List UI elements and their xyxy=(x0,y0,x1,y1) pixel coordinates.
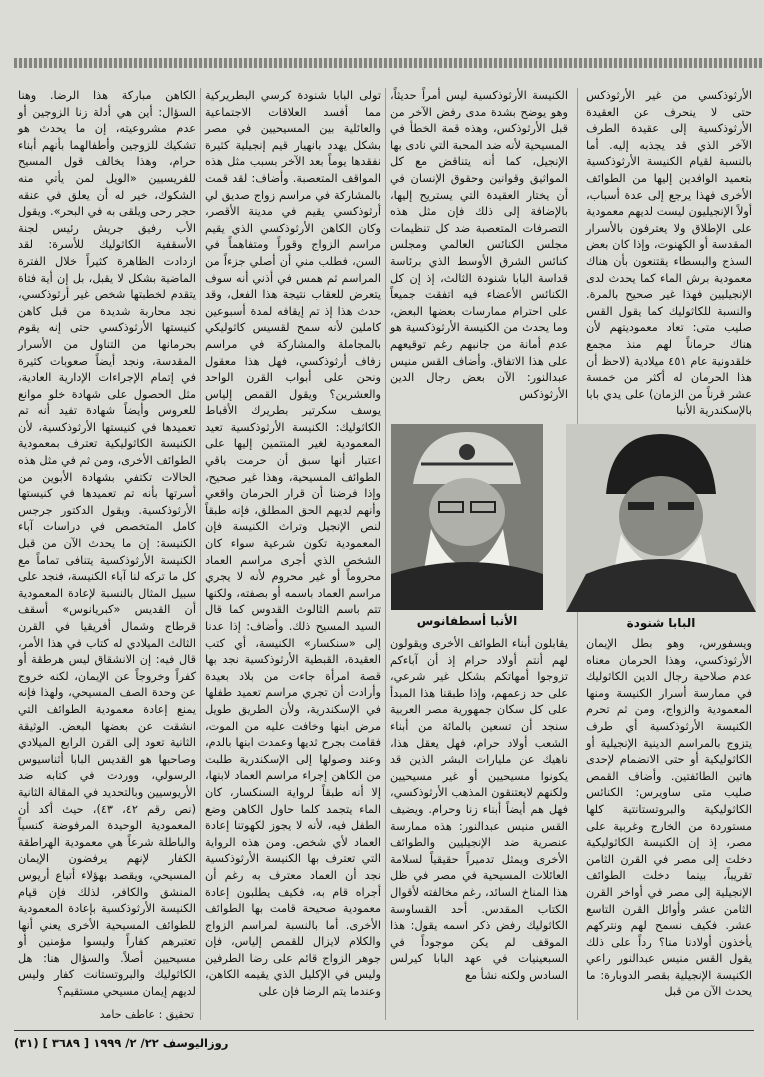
top-rule-pattern xyxy=(14,58,762,68)
column-divider xyxy=(385,88,386,1020)
column-text: تولى البابا شنودة كرسي البطريركية مما أفسد العلاقات الاجتماعية والعائلية بين المسيحيين في مصر بشكل يهدد بانهيار قيم إنجيلية كثيرة نفقدها يوماً بعد الآخر بسبب مثل هذه المواقف المتعصبة. وأضاف: لقد قمت بالمشاركة في مراسم زواج صديق لي أرثوذكسي يقيم في مدينة الأقصر، وكان الكاهن الأرثوذكسي الذي يقيم مراسم الزواج وقوراً ومتفاهماً في السن، فطلب مني أن أصلي جزءاً من المراسم ثم همس في أذني أنه سوف يتعرض للعقاب نتيجة هذا الفعل، وقد حدث هذا إذ تم إيقافه لمدة أسبوعين كاملين لأنه سمح لقسيس كاثوليكي بالمجاملة والمشاركة في مراسم زفاف أرثوذكسي، فهل هذا معقول ونحن على أبواب القرن الواحد والعشرين؟ ويقول القمص إلياس يوسف سكرتير بطريرك الأقباط الكاثوليك: الكنيسة الأرثوذكسية تعيد المعمودية لغير المنتمين إليها على اعتبار أنها سبق أن حرمت باقي الطوائف المسيحية، وهذا غير صحيح، وإذا فرضنا أن قرار الحرمان واقعي وأنهم لديهم الحق المطلق، فإنه طبقاً لنص الإنجيل وتراث الكنيسة فإن المعمودية تكون شرعية سواء كان الشخص الذي أجرى مراسم العماد محروماً أو غير محروم لأنه لا يجري مراسم العماد باسمه أو بصفته، ولكنها تتم باسم الثالوث القدوس كما قال السيد المسيح ذلك. وأضاف: إذا عدنا إلى «سنكسار» الكنيسة، أي كتب العقيدة، القبطية الأرثوذكسية نجد بها قصة امرأة جاءت من بلاد بعيدة وأرادت أن تجري مراسم تعميد طفلها في الإسكندرية، ولأن الطريق طويل مرض ابنها وخافت عليه من الموت، فقامت بجرح ثديها وعمدت ابنها بالدم، وعند وصولها إلى الإسكندرية طلبت من الكاهن إجراء مراسم العماد لابنها، إلا أنه طبقاً لرواية السنكسار، كان الماء يتجمد كلما حاول الكاهن وضع الطفل فيه، لأنه لا يجوز لكهوتنا إعادة العماد لأي شخص. ومن هذه الرواية التي تعترف بها الكنيسة الأرثوذكسية نجد أن العماد معترف به رغم أن أجراه قام به، فكيف يطلبون إعادة معمودية صحيحة قامت بها الطوائف الأخرى. أما بالنسبة لمراسم الزواج والكلام لايزال للقمص إلياس، فإن جوهر الزواج قائم على رضا الطرفين وليس في الإكليل الذي يقيمه الكاهن، وعندما يتم الرضا فإن على xyxy=(205,89,381,999)
portrait-icon xyxy=(566,424,756,612)
column-text: الأرثوذكسي من غير الأرثوذكس حتى لا ينحرف عن العقيدة الأرثوذكسية إلى عقيدة الطرف الآخر الذي قد يجذبه إليه. أما بالنسبة لقيام الكنيسة الأرثوذكسية بتعميد الوافدين إليها من الطوائف الأخرى فهذا يرجع إلى عدة أسباب، أولاً الإنجيليون ليست لديهم معمودية على الإطلاق ولا يعترفون بالأسرار المقدسة أو الكهنوت، وإذا كان بعض السذج والبسطاء يقتنعون بأن هناك معمودية برش الماء كما يحدث لدى الإنجيليين فهذا غير صحيح بالمرة. والنسبة للكاثوليك كما يقول القس صليب متى: تعاد معموديتهم لأن هناك حرماناً لهم منذ مجمع خلقدونية عام ٤٥١ ميلادية (لاحظ أن هذا الحرمان له أكثر من خمسة عشر قرناً من الزمان) على يدي بابا بالإسكندرية الأنبا xyxy=(586,89,752,418)
article-column-4 xyxy=(18,88,196,999)
footer-rule xyxy=(14,1030,754,1031)
article-column-2 xyxy=(390,88,568,424)
article-column-3 xyxy=(205,88,381,1020)
caption-left: الأنبا أسطفانوس xyxy=(416,614,518,628)
column-text: الكاهن مباركة هذا الرضا. وهنا السؤال: أين هي أدلة زنا الزوجين أو عدم مشروعيته، إن ما يحدث هو تشكيك للزوجين وأطفالهما بأنهم أبناء حرام، وهذا يخالف قول المسيح للفريسيين «الويل لمن يأتي منه الشكوك، خير له أن يعلق في عنقه حجر رحى ويلقى به في البحر». ويقول الأب رفيق جريش رئيس لجنة الأسقفية الكاثوليك للأسرة: لقد ازدادت الظاهرة كثيراً خلال الفترة الماضية بشكل لا يقبل، بل إن أية فتاة يتقدم لخطبتها شخص غير أرثوذكسي، نجد محاربة شديدة من قبل كاهن كنيستها الأرثوذكسي حتى إنه يقوم بحرمانها من التناول من الأسرار المقدسة، ونجد أيضاً صعوبات كثيرة في إتمام الإجراءات الإدارية العادية، مثل الحصول على شهادة خلو موانع للعروس وأيضاً شهادة تفيد أنه تم تعميدها في كنيستها الأرثوذكسية، لأن الكنيسة الكاثوليكية تعترف بمعمودية الطوائف الأخرى، ومن ثم في مثل هذه الحالات تكتفي بشهادة الأبوين من أسرتها بأنه تم تعميدها في كنيستها الأرثوذكسية. ويقول الدكتور جرجس كامل المتخصص في دراسات آباء الكنيسة: إن ما يحدث الآن من قبل الكنيسة الأرثوذكسية يتنافى تماماً مع كل ما تركه لنا آباء الكنيسة، فنجد على سبيل المثال بالنسبة لإعادة المعمودية أن القديس «كبريانوس» أسقف قرطاج وشمال أفريقيا في القرن الثالث الميلادي له كتاب في هذا الأمر، قال فيه: إن الانشقاق ليس هرطقة أو كفراً وخروجاً عن الإيمان، لكنه خروج عن وحدة الصف المسيحي، ولهذا فإنه يمنع إعادة معمودية الطوائف التي انشقت عن بعضها البعض. الوثيقة الثانية تعود إلى القرن الرابع الميلادي وصاحبها هو القديس البابا أثناسيوس الرسولي، ووردت في كتابه ضد الأريوسيين وبالتحديد في المقالة الثانية (نص رقم ٤٢، ٤٣)، حيث أكد أن المعمودية الوحيدة المرفوضة كنسياً والباطلة شرعاً هي معمودية الهراطقة الكفار لإنهم يرفضون الإيمان المسيحي، ويقصد بهؤلاء أتباع أريوس المنشق والكافر، لذلك فإن قيام الكنيسة الأرثوذكسية بإعادة المعمودية للطوائف المسيحية الأخرى يعني أنها تعتبرهم كفاراً وليسوا مؤمنين أو مسيحيين أصلاً. والسؤال هنا: هل الكاثوليك والبروتستانت كفار وليس لديهم إيمان مسيحي مستقيم؟ xyxy=(18,89,196,999)
author-credit: تحقيق : عاطف حامد xyxy=(99,1008,194,1021)
caption-right: البابا شنودة xyxy=(626,616,696,630)
column-text: الكنيسة الأرثوذكسية ليس أمراً حديثاً، وهو يوضح بشدة مدى رفض الآخر من قبل الأرثوذكس، وهذه قمة الخطأ في المسيحية لأنه ضد المحبة التي نادى بها الإنجيل، كما أنه يتناقض مع كل المواثيق وقوانين وحقوق الإنسان في أن يختار العقيدة التي يستريح إليها، بالإضافة إلى ذلك فإن مثل هذه التصرفات المتعصبة ضد كل تنظيمات مجلس الكنائس العالمي ومجلس كنائس الشرق الأوسط الذي برئاسة قداسة البابا شنودة الثالث، إذ إن كل الكنائس الأعضاء فيه اتفقت جميعاً على احترام ممارسات بعضها البعض، وما يحدث من الكنيسة الأرثوذكسية هو عدم أمانة من جانبهم رغم توقيعهم على هذا الاتفاق. وأضاف القس منيس عبدالنور: الآن بعض رجال الدين الأرثوذكس xyxy=(390,89,568,401)
portrait-icon xyxy=(391,424,543,610)
article-column-2-lower xyxy=(390,636,568,1020)
column-divider xyxy=(200,88,201,1020)
photo-anba-stephanos xyxy=(391,424,543,610)
photo-pope-shenouda xyxy=(566,424,756,612)
page-footer: روزاليوسف ٢٢/ ٢/ ١٩٩٩ [ ٣٦٨٩ ] (٣١) xyxy=(14,1036,229,1050)
column-text: ويسفورس، وهو بطل الإيمان الأرثوذكسي، وهذا الحرمان معناه عدم صلاحية رجال الدين الكاثوليك في ممارسة أسرار الكنيسة ومنها المعمودية والزواج، ومن ثم تحرم الكنيسة الأرثوذكسية أي طرف يتزوج بالمراسم الدينية الإنجيلية أو الكاثوليكية أو حتى الانضمام لإحدى هاتين الطائفتين. وأضاف القمص صليب متى ساويرس: الكنائس الكاثوليكية والبروتستانتية كلها مستوردة من الخارج وغربية على مصر، إذ إن الكنيسة الكاثوليكية دخلت إلى مصر في القرن الثامن تقريباً، بينما دخلت الطوائف الإنجيلية إلى مصر في أواخر القرن الثامن عشر وأوائل القرن التاسع عشر. فكيف نسمح لهم ونتركهم يأخذون أولادنا منا؟ رداً على ذلك يقول القس منيس عبدالنور راعي الكنيسة الإنجيلية بقصر الدوبارة: ما يحدث الآن من قبل xyxy=(586,637,752,999)
column-text: يقابلون أبناء الطوائف الأخرى ويقولون لهم أنتم أولاد حرام إذ أن آباءكم تزوجوا أمهاتكم بشكل غير شرعي، على حد زعمهم، وإذا طبقنا هذا المبدأ على كل سكان جمهورية مصر العربية سنجد أن تسعين بالمائة من أبناء الشعب أولاد حرام، فهل يعقل هذا، ناهيك عن مليارات البشر الذين قد يكونوا مسيحيين أو غير مسيحيين ولكنهم لايعتنقون المذهب الأرثوذكسي، فهل هم أيضاً أبناء زنا وحرام. ويضيف القس منيس عبدالنور: هذه ممارسة عنصرية ضد الإنجيليين والطوائف الأخرى ويمثل تدميراً حقيقياً لسلامة العائلات المسيحية في مصر في ظل هذا المناخ السائد، رغم مخالفته لأقوال الكتاب المقدس. أحد القساوسة الكاثوليك رفض ذكر اسمه يقول: هذا الموقف لم يكن موجوداً في السبعينيات في عهد البابا كيرلس السادس ولكنه نشأ مع xyxy=(390,637,568,982)
article-column-1-lower xyxy=(586,636,752,1020)
